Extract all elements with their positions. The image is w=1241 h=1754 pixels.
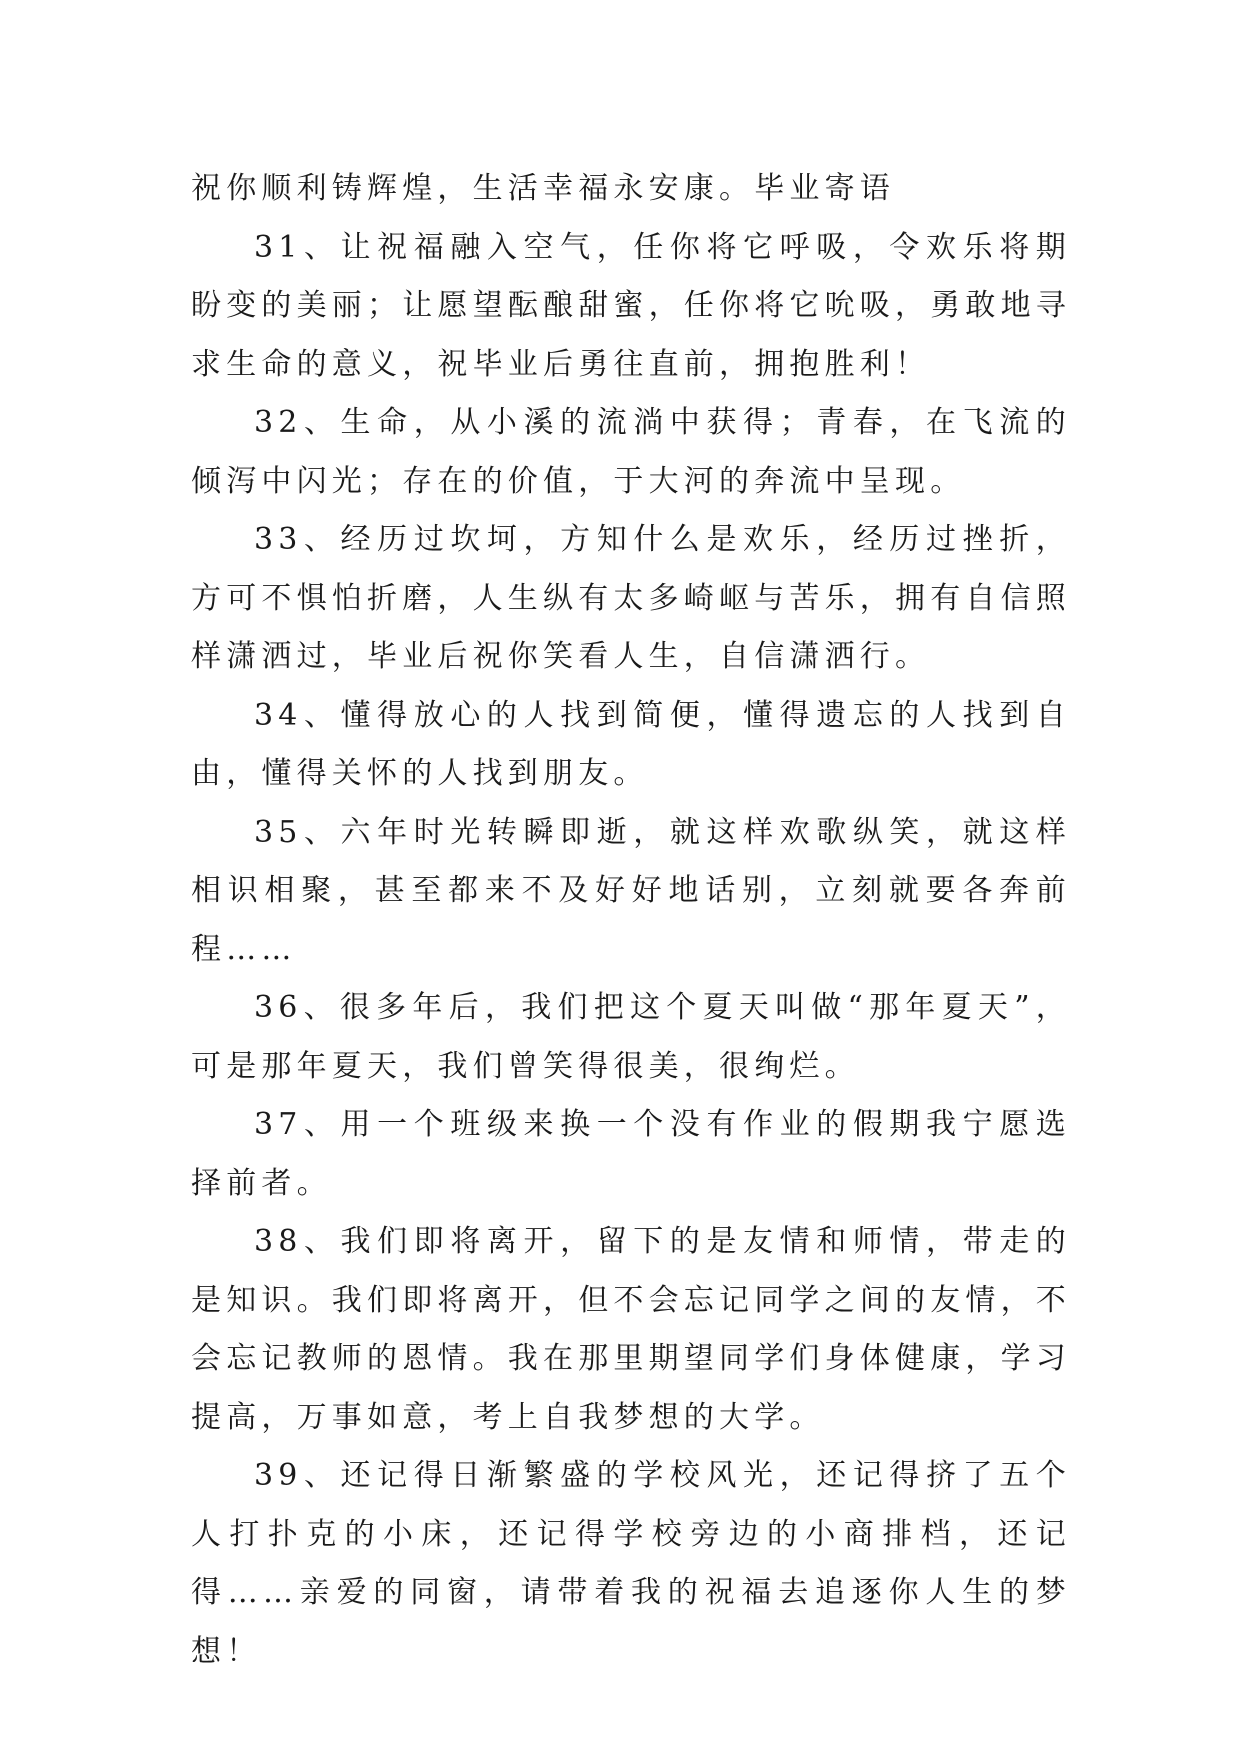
paragraph-31: 31、让祝福融入空气，任你将它呼吸，令欢乐将期盼变的美丽；让愿望酝酿甜蜜，任你将它吮吸，勇敢地寻求生命的意义，祝毕业后勇往直前，拥抱胜利！ [191, 229, 1071, 382]
paragraph-38: 38、我们即将离开，留下的是友情和师情，带走的是知识。我们即将离开，但不会忘记同学之间的友情，不会忘记教师的恩情。我在那里期望同学们身体健康，学习提高，万事如意，考上自我梦想的大学。 [191, 1224, 1071, 1435]
paragraph-32: 32、生命，从小溪的流淌中获得；青春，在飞流的倾泻中闪光；存在的价值，于大河的奔流中呈现。 [191, 405, 1071, 499]
paragraph-33: 33、经历过坎坷，方知什么是欢乐，经历过挫折，方可不惧怕折磨，人生纵有太多崎岖与苦乐，拥有自信照样潇洒过，毕业后祝你笑看人生，自信潇洒行。 [191, 522, 1071, 674]
paragraph-36: 36、很多年后，我们把这个夏天叫做“那年夏天”，可是那年夏天，我们曾笑得很美，很绚烂。 [191, 990, 1071, 1084]
paragraph-34: 34、懂得放心的人找到简便，懂得遗忘的人找到自由，懂得关怀的人找到朋友。 [191, 697, 1071, 791]
paragraph-continuation: 祝你顺利铸辉煌，生活幸福永安康。毕业寄语 [191, 171, 895, 206]
paragraph-39: 39、还记得日渐繁盛的学校风光，还记得挤了五个人打扑克的小床，还记得学校旁边的小商排档，还记得……亲爱的同窗，请带着我的祝福去追逐你人生的梦想！ [191, 1458, 1071, 1669]
document-body [191, 160, 1071, 1681]
paragraph-35: 35、六年时光转瞬即逝，就这样欢歌纵笑，就这样相识相聚，甚至都来不及好好地话别，立刻就要各奔前程…… [191, 814, 1071, 967]
paragraph-37: 37、用一个班级来换一个没有作业的假期我宁愿选择前者。 [191, 1107, 1071, 1201]
